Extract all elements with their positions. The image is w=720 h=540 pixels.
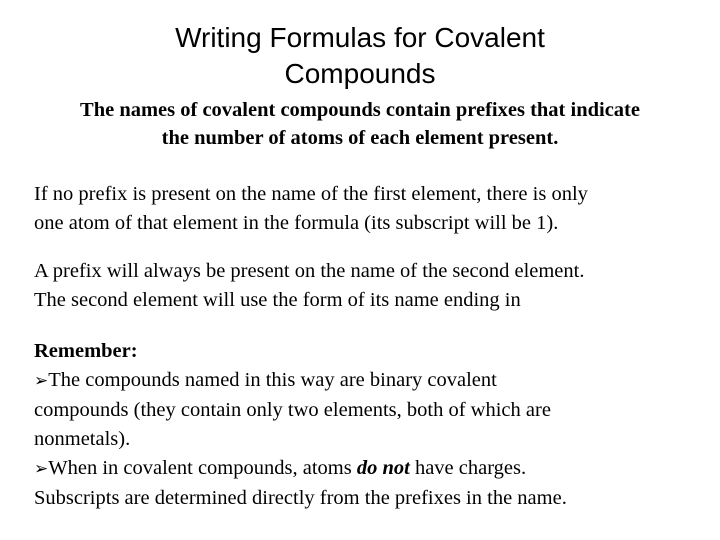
slide-title — [0, 20, 720, 92]
intro-statement — [20, 96, 700, 152]
bullet-1-line-2: compounds (they contain only two elements, both of which are — [34, 399, 551, 421]
title-line-1: Writing Formulas for Covalent — [175, 22, 545, 53]
first-element-paragraph — [34, 180, 704, 238]
bullet-2-line-2: Subscripts are determined directly from the prefixes in the name. — [34, 487, 567, 509]
bullet-1-line-1 — [34, 366, 704, 396]
intro-line-1: The names of covalent compounds contain prefixes that indicate — [80, 99, 640, 121]
bullet-2-text-before: When in covalent compounds, atoms — [48, 457, 357, 479]
paragraph2-line-1: A prefix will always be present on the name of the second element. — [34, 260, 585, 282]
arrow-bullet-icon: ➢ — [34, 459, 49, 479]
paragraph2-line-2: The second element will use the form of its name ending in — [34, 289, 521, 311]
remember-heading: Remember: — [34, 340, 138, 362]
title-line-2: Compounds — [284, 58, 436, 89]
bullet-1-line-3: nonmetals). — [34, 428, 131, 450]
bullet-2-text-after: have charges. — [409, 457, 527, 479]
paragraph1-line-1: If no prefix is present on the name of the first element, there is only — [34, 183, 588, 205]
bullet-1-text-1: The compounds named in this way are binary covalent — [48, 369, 497, 391]
paragraph1-line-2: one atom of that element in the formula (its subscript will be 1). — [34, 212, 559, 234]
intro-line-2: the number of atoms of each element present. — [161, 127, 559, 149]
bullet-2-emphasis: do not — [356, 457, 410, 479]
remember-section — [34, 337, 704, 513]
second-element-paragraph — [34, 257, 704, 315]
bullet-2-line-1 — [34, 454, 704, 484]
arrow-bullet-icon: ➢ — [34, 371, 49, 391]
